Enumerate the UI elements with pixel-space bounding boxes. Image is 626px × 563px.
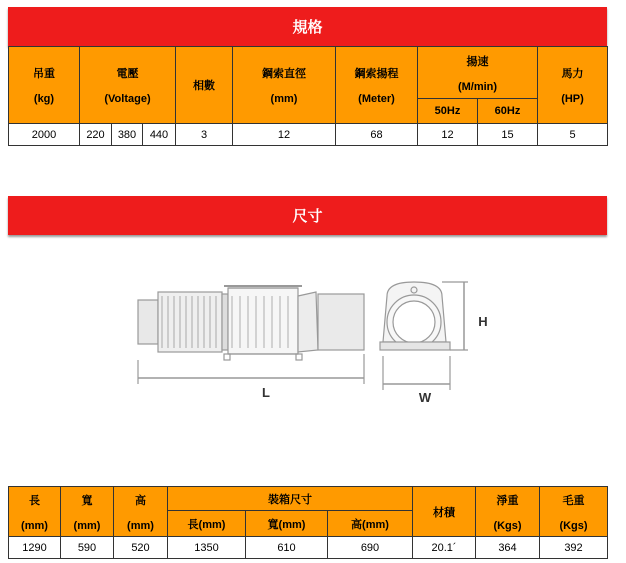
- cell-product-width: 590: [61, 537, 114, 559]
- cell-volume: 20.1´: [413, 537, 476, 559]
- cell-speed-60hz: 15: [478, 124, 538, 146]
- header-box-height: 高(mm): [328, 511, 413, 537]
- cell-box-length: 1350: [168, 537, 246, 559]
- header-product-height: 高 (mm): [114, 487, 168, 537]
- header-voltage: 電壓 (Voltage): [80, 47, 176, 124]
- cell-voltage-440: 440: [143, 124, 176, 146]
- front-base: [380, 342, 450, 350]
- cell-gross-weight: 392: [540, 537, 608, 559]
- cell-voltage-380: 380: [112, 124, 143, 146]
- dimensions-title: 尺寸: [292, 207, 323, 225]
- winch-drawing: [124, 262, 504, 412]
- dimensions-banner: [8, 196, 607, 235]
- cell-voltage-220: 220: [80, 124, 112, 146]
- spec-title: 規格: [292, 18, 323, 36]
- cell-product-height: 520: [114, 537, 168, 559]
- header-net-weight: 淨重 (Kgs): [476, 487, 540, 537]
- front-drum-inner: [393, 301, 435, 343]
- gearbox-taper: [298, 292, 318, 352]
- height-label: H: [478, 314, 488, 329]
- cell-box-width: 610: [246, 537, 328, 559]
- header-volume: 材積: [413, 487, 476, 537]
- header-product-length: 長 (mm): [9, 487, 61, 537]
- header-weight: 吊重 (kg): [9, 47, 80, 124]
- spec-table: [8, 46, 608, 146]
- cell-phase: 3: [176, 124, 233, 146]
- packing-table: [8, 486, 608, 559]
- motor-end-cap: [138, 300, 158, 344]
- cell-speed-50hz: 12: [418, 124, 478, 146]
- gearbox: [318, 294, 364, 350]
- cell-weight: 2000: [9, 124, 80, 146]
- header-rope-length: 鋼索揚程 (Meter): [336, 47, 418, 124]
- header-power: 馬力 (HP): [538, 47, 608, 124]
- header-box-length: 長(mm): [168, 511, 246, 537]
- cell-box-height: 690: [328, 537, 413, 559]
- header-speed-50hz: 50Hz: [418, 99, 478, 124]
- spec-banner: [8, 7, 607, 46]
- width-label: W: [418, 390, 432, 405]
- header-box-size: 裝箱尺寸: [168, 487, 413, 511]
- cell-product-length: 1290: [9, 537, 61, 559]
- cell-net-weight: 364: [476, 537, 540, 559]
- header-gross-weight: 毛重 (Kgs): [540, 487, 608, 537]
- cell-rope-length: 68: [336, 124, 418, 146]
- header-speed-60hz: 60Hz: [478, 99, 538, 124]
- header-speed: 揚速 (M/min): [418, 47, 538, 99]
- cell-power: 5: [538, 124, 608, 146]
- header-rope-diameter: 鋼索直徑 (mm): [233, 47, 336, 124]
- header-phase: 相數: [176, 47, 233, 124]
- header-box-width: 寬(mm): [246, 511, 328, 537]
- header-product-width: 寬 (mm): [61, 487, 114, 537]
- motor-flange: [222, 294, 228, 350]
- length-label: L: [262, 385, 270, 400]
- cell-rope-diameter: 12: [233, 124, 336, 146]
